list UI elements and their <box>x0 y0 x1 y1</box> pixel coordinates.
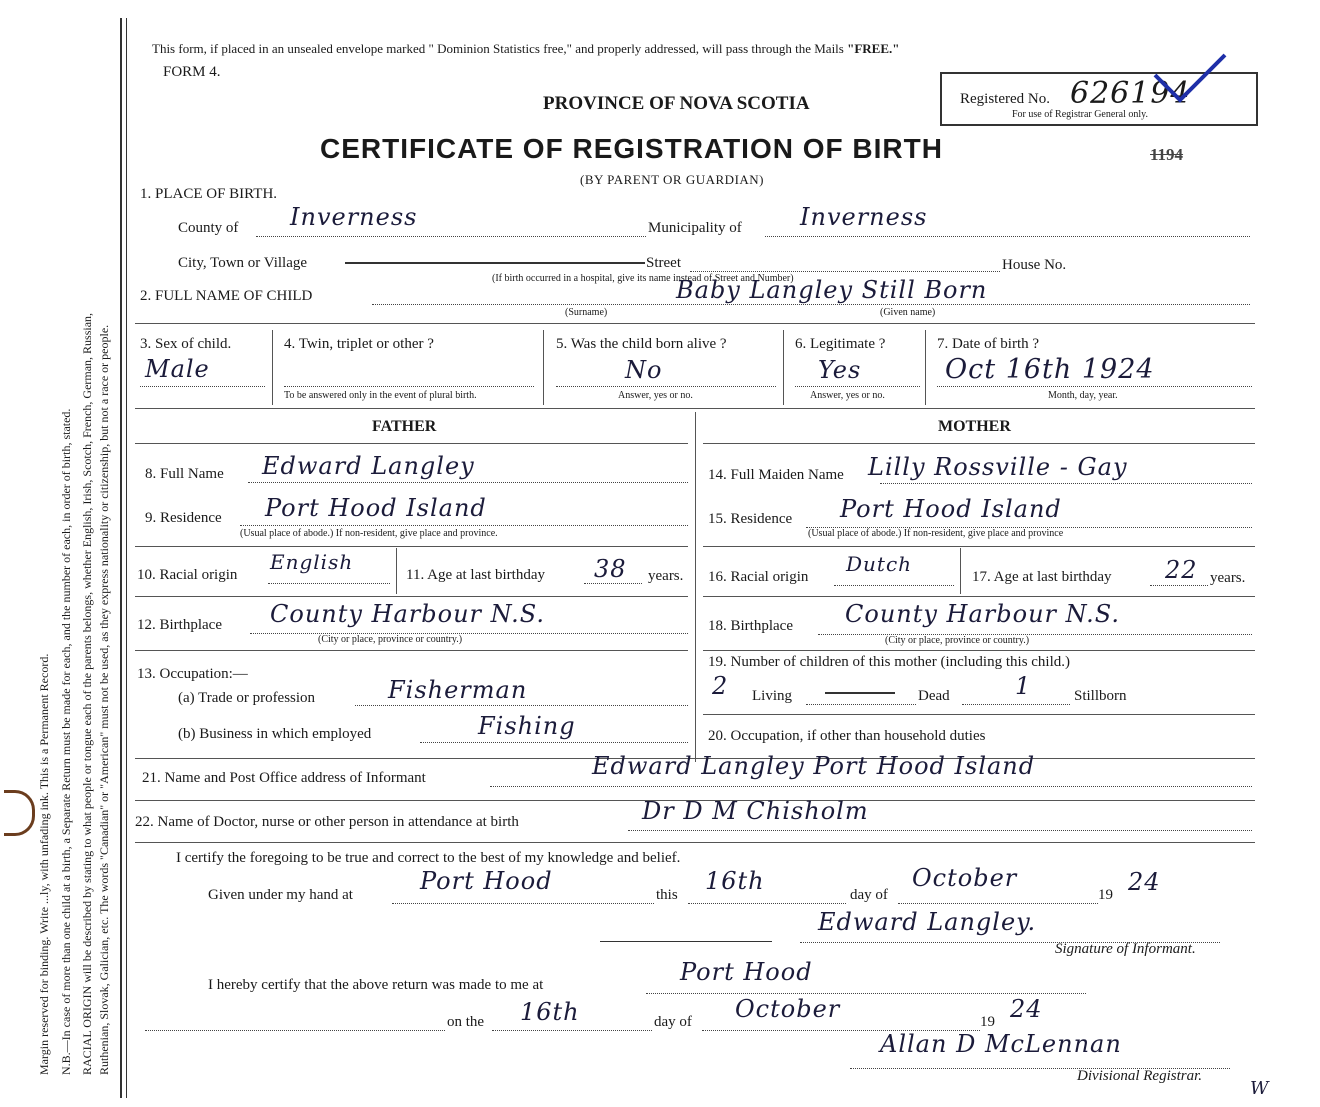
margin-note-plural-birth: N.B.—In case of more than one child at a birth, a Separate Return must be made for each, and the number of each, in order of birth, stated. <box>59 408 73 1075</box>
house-label: House No. <box>1002 257 1067 273</box>
blue-check-mark <box>1150 50 1230 110</box>
informant-line <box>490 786 1252 787</box>
father-birthplace-note: (City or place, province or country.) <box>318 634 463 645</box>
parents-divider <box>695 412 696 762</box>
city-dash <box>345 262 645 264</box>
alive-note: Answer, yes or no. <box>618 390 693 401</box>
given-day-of-label: day of <box>850 887 888 903</box>
mail-notice-free: "FREE." <box>847 41 900 56</box>
informant-label: 21. Name and Post Office address of Informant <box>142 770 426 786</box>
hospital-note: (If birth occurred in a hospital, give its name instead of Street and Number) <box>492 273 794 284</box>
col-divider-5 <box>783 330 784 405</box>
street-line <box>690 271 1000 272</box>
surname-caption: (Surname) <box>565 307 608 318</box>
father-residence-note: (Usual place of abode.) If non-resident, give place and province. <box>240 528 498 539</box>
given-this-label: this <box>656 887 678 903</box>
father-business-value: Fishing <box>478 712 576 740</box>
father-race-age-divider <box>396 548 397 594</box>
given-year-value: 24 <box>1128 868 1161 896</box>
mother-birthplace-note: (City or place, province or country.) <box>885 635 1030 646</box>
given-month-value: October <box>912 864 1018 892</box>
father-race-label: 10. Racial origin <box>137 567 238 583</box>
registrar-signature: Allan D McLennan <box>880 1030 1122 1058</box>
col-divider-3 <box>272 330 273 405</box>
registrar-year-value: 24 <box>1010 995 1043 1023</box>
mother-living-dash <box>825 692 895 694</box>
registrar-signature-caption: Divisional Registrar. <box>1077 1068 1203 1084</box>
twin-line <box>284 386 534 387</box>
municipality-line <box>765 236 1250 237</box>
street-label: Street <box>646 255 681 271</box>
mother-birthplace-value: County Harbour N.S. <box>845 600 1120 628</box>
twin-note: To be answered only in the event of plural birth. <box>284 390 477 401</box>
father-name-label: 8. Full Name <box>145 466 224 482</box>
father-age-label: 11. Age at last birthday <box>406 567 545 583</box>
mother-children-label: 19. Number of children of this mother (including this child.) <box>708 654 1071 670</box>
page-subtitle: (BY PARENT OR GUARDIAN) <box>580 172 765 187</box>
mother-heading: MOTHER <box>938 418 1011 435</box>
father-age-unit: years. <box>648 568 684 584</box>
father-birthplace-label: 12. Birthplace <box>137 617 222 633</box>
municipality-value: Inverness <box>800 203 928 231</box>
mother-race-label: 16. Racial origin <box>708 569 809 585</box>
mother-age-unit: years. <box>1210 570 1246 586</box>
mother-dead-label: Dead <box>918 688 950 704</box>
mother-residence-label: 15. Residence <box>708 511 793 527</box>
registrar-day-of-label: day of <box>654 1014 692 1030</box>
province-heading: PROVINCE OF NOVA SCOTIA <box>543 93 810 114</box>
registrar-day-line <box>492 1030 652 1031</box>
city-label: City, Town or Village <box>178 255 308 271</box>
mother-age-value: 22 <box>1165 556 1198 584</box>
registrar-note: For use of Registrar General only. <box>1012 109 1148 120</box>
informant-value: Edward Langley Port Hood Island <box>592 752 1036 780</box>
registrar-year-prefix: 19 <box>980 1014 995 1030</box>
mother-name-label: 14. Full Maiden Name <box>708 467 844 483</box>
father-age-value: 38 <box>594 555 627 583</box>
father-trade-value: Fisherman <box>388 676 528 704</box>
mother-birthplace-label: 18. Birthplace <box>708 618 793 634</box>
legitimate-label: 6. Legitimate ? <box>795 336 886 352</box>
informant-signature-caption: Signature of Informant. <box>1055 941 1196 957</box>
given-year-prefix: 19 <box>1098 887 1113 903</box>
dob-label: 7. Date of birth ? <box>937 336 1040 352</box>
page-title: CERTIFICATE OF REGISTRATION OF BIRTH <box>320 133 943 164</box>
registrar-month-value: October <box>735 995 841 1023</box>
father-divider-1 <box>135 546 688 547</box>
father-race-value: English <box>270 550 354 574</box>
given-month-line <box>898 903 1098 904</box>
mother-living-line <box>806 704 916 705</box>
sex-value: Male <box>145 355 210 383</box>
sex-label: 3. Sex of child. <box>140 336 232 352</box>
father-business-label: (b) Business in which employed <box>178 726 372 742</box>
mail-notice <box>152 41 899 57</box>
alive-line <box>556 386 776 387</box>
father-business-line <box>420 742 688 743</box>
father-trade-label: (a) Trade or profession <box>178 690 316 706</box>
father-trade-line <box>355 705 688 706</box>
row-divider-1 <box>135 323 1255 324</box>
binding-hole-mark <box>4 790 35 836</box>
margin-note-racial-origin-1: RACIAL ORIGIN will be described by stating to what people or tongue each of the parents belongs, whether English, Irish, Scotch, French, German, Russian, <box>80 312 94 1075</box>
row-divider-5 <box>135 842 1255 843</box>
dob-note: Month, day, year. <box>1048 390 1118 401</box>
father-divider-3 <box>135 650 688 651</box>
mother-age-label: 17. Age at last birthday <box>972 569 1112 585</box>
mother-residence-note: (Usual place of abode.) If non-resident, give place and province <box>808 528 1064 539</box>
mother-dead-line <box>962 704 1070 705</box>
father-heading-rule <box>135 443 688 444</box>
registrar-on-the-label: on the <box>447 1014 485 1030</box>
mother-stillborn-label: Stillborn <box>1074 688 1127 704</box>
registrar-place-value: Port Hood <box>680 958 813 986</box>
mother-divider-2 <box>703 596 1255 597</box>
given-under-label: Given under my hand at <box>208 887 353 903</box>
form-border-left-outer <box>120 18 122 1098</box>
county-line <box>256 236 646 237</box>
father-race-line <box>268 583 390 584</box>
doctor-line <box>628 830 1252 831</box>
child-name-line <box>372 304 1250 305</box>
registrar-day-value: 16th <box>520 998 580 1026</box>
corner-mark: W <box>1250 1078 1270 1099</box>
informant-signature: Edward Langley. <box>818 908 1037 936</box>
row-divider-2 <box>135 408 1255 409</box>
legitimate-line <box>795 386 920 387</box>
father-birthplace-line <box>250 633 688 634</box>
mother-living-label: Living <box>752 688 792 704</box>
mother-race-value: Dutch <box>846 552 913 576</box>
mother-race-age-divider <box>960 548 961 594</box>
mother-divider-4 <box>703 714 1255 715</box>
alive-value: No <box>625 356 663 384</box>
child-name-label: 2. FULL NAME OF CHILD <box>140 288 313 304</box>
mother-name-line <box>880 483 1252 484</box>
certify-statement: I certify the foregoing to be true and correct to the best of my knowledge and belief. <box>176 850 681 866</box>
father-name-line <box>248 482 688 483</box>
given-day-value: 16th <box>705 867 765 895</box>
county-label: County of <box>178 220 239 236</box>
place-of-birth-label: 1. PLACE OF BIRTH. <box>140 186 278 202</box>
given-place-value: Port Hood <box>420 867 553 895</box>
county-value: Inverness <box>290 203 418 231</box>
child-name-value: Baby Langley Still Born <box>676 276 988 304</box>
registrar-statement: I hereby certify that the above return was made to me at <box>208 977 544 993</box>
given-place-line <box>392 903 654 904</box>
dob-line <box>937 386 1252 387</box>
father-divider-2 <box>135 596 688 597</box>
father-age-line <box>584 583 642 584</box>
mother-residence-value: Port Hood Island <box>840 495 1062 523</box>
margin-note-binding: Margin reserved for binding. Write ...ly, with unfading ink. This is a Permanent Record. <box>37 653 51 1075</box>
doctor-label: 22. Name of Doctor, nurse or other person in attendance at birth <box>135 814 519 830</box>
father-residence-value: Port Hood Island <box>265 494 487 522</box>
mother-race-line <box>834 585 954 586</box>
mother-birthplace-line <box>818 634 1252 635</box>
registered-number: 626194 <box>1070 76 1191 111</box>
legitimate-value: Yes <box>818 356 862 384</box>
mother-dead-value: 1 <box>1015 672 1032 700</box>
father-occupation-label: 13. Occupation:— <box>137 666 248 682</box>
mother-occupation-label: 20. Occupation, if other than household duties <box>708 728 986 744</box>
father-residence-label: 9. Residence <box>145 510 222 526</box>
margin-note-racial-origin-2: Ruthenian, Slovak, Galician, etc. The words "Canadian" or "American" must not be used, as they express nationality or citizenship, but not a race or people. <box>97 324 111 1075</box>
father-name-value: Edward Langley <box>262 452 475 480</box>
mother-divider-3 <box>703 650 1255 651</box>
mother-name-value: Lilly Rossville - Gay <box>868 453 1128 481</box>
col-divider-6 <box>925 330 926 405</box>
form-border-left-inner <box>126 18 127 1098</box>
twin-label: 4. Twin, triplet or other ? <box>284 336 434 352</box>
struck-number: 1194 <box>1150 145 1184 164</box>
mother-heading-rule <box>703 443 1255 444</box>
municipality-label: Municipality of <box>648 220 742 236</box>
registrar-leading-line <box>145 1030 445 1031</box>
mother-age-line <box>1150 585 1208 586</box>
signature-rule-left <box>600 941 772 942</box>
given-name-caption: (Given name) <box>880 307 936 318</box>
form-number: FORM 4. <box>163 64 221 80</box>
father-heading: FATHER <box>372 418 437 435</box>
given-day-line <box>688 903 846 904</box>
alive-label: 5. Was the child born alive ? <box>556 336 727 352</box>
mother-divider-1 <box>703 546 1255 547</box>
registrar-place-line <box>646 993 1086 994</box>
doctor-value: Dr D M Chisholm <box>642 797 869 825</box>
col-divider-4 <box>543 330 544 405</box>
legitimate-note: Answer, yes or no. <box>810 390 885 401</box>
mother-living-value: 2 <box>712 672 729 700</box>
father-residence-line <box>240 525 688 526</box>
father-birthplace-value: County Harbour N.S. <box>270 600 545 628</box>
dob-value: Oct 16th 1924 <box>945 354 1155 385</box>
registered-label: Registered No. <box>960 91 1050 107</box>
sex-line <box>140 386 265 387</box>
mail-notice-text: This form, if placed in an unsealed envelope marked " Dominion Statistics free," and properly addressed, will pass through the Mails <box>152 41 848 56</box>
